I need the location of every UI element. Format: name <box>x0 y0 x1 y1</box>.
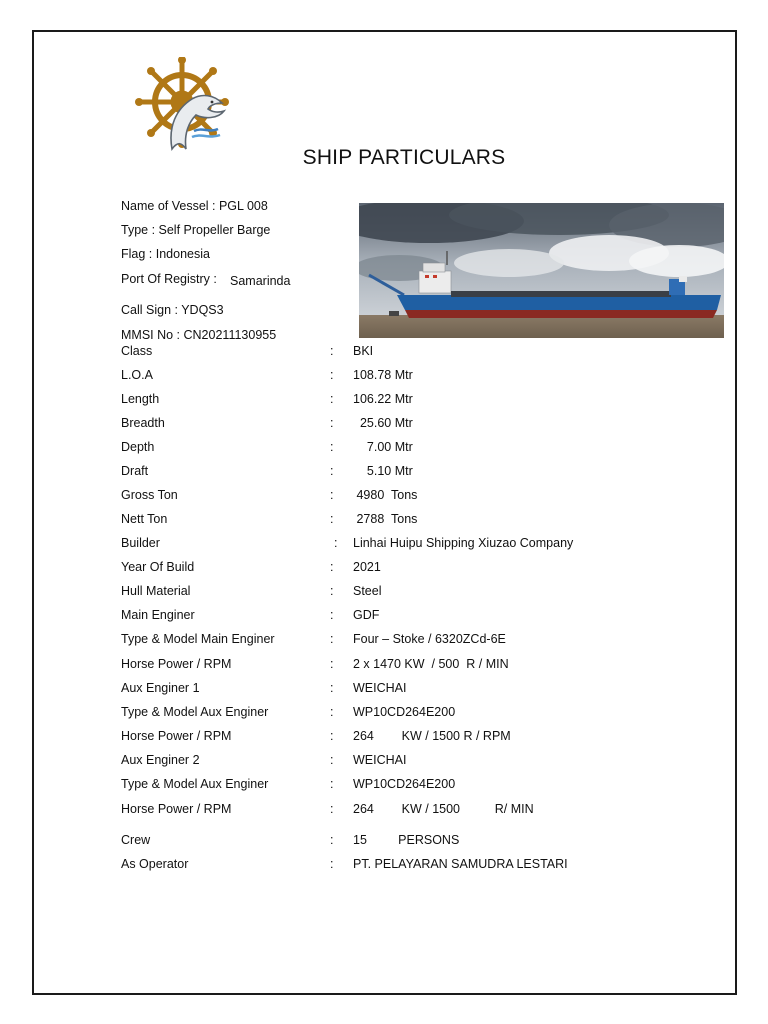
row-label: Hull Material <box>121 584 191 598</box>
row-colon: : <box>330 857 334 871</box>
row-label: Type & Model Main Enginer <box>121 632 275 646</box>
row-colon: : <box>330 464 334 478</box>
table-row <box>121 536 681 554</box>
row-colon: : <box>330 657 334 671</box>
row-colon: : <box>330 560 334 574</box>
vessel-type: Type : Self Propeller Barge <box>121 223 271 237</box>
row-colon: : <box>330 705 334 719</box>
row-value: 264 KW / 1500 R / RPM <box>353 729 511 743</box>
row-value: 15 PERSONS <box>353 833 460 847</box>
row-value: 108.78 Mtr <box>353 368 413 382</box>
row-value: 2788 Tons <box>353 512 418 526</box>
table-row <box>121 488 681 506</box>
row-label: Length <box>121 392 160 406</box>
table-row <box>121 368 681 386</box>
row-colon: : <box>330 416 334 430</box>
table-row <box>121 705 681 723</box>
table-row <box>121 632 681 650</box>
row-value: 4980 Tons <box>353 488 418 502</box>
table-row <box>121 753 681 771</box>
table-row <box>121 777 681 795</box>
port-of-registry-value: Samarinda <box>230 274 291 288</box>
row-label: Horse Power / RPM <box>121 802 232 816</box>
table-row <box>121 584 681 602</box>
ship-photo <box>359 203 724 338</box>
row-colon: : <box>330 777 334 791</box>
row-label: Horse Power / RPM <box>121 657 232 671</box>
table-row <box>121 729 681 747</box>
row-value: WP10CD264E200 <box>353 705 456 719</box>
row-label: Type & Model Aux Enginer <box>121 777 269 791</box>
row-colon: : <box>330 512 334 526</box>
row-colon: : <box>330 729 334 743</box>
row-label: L.O.A <box>121 368 153 382</box>
mmsi-number: MMSI No : CN20211130955 <box>121 328 277 342</box>
vessel-name: Name of Vessel : PGL 008 <box>121 199 268 213</box>
row-label: Depth <box>121 440 155 454</box>
row-colon: : <box>330 632 334 646</box>
row-label: Year Of Build <box>121 560 195 574</box>
vessel-flag: Flag : Indonesia <box>121 247 210 261</box>
row-value: 25.60 Mtr <box>353 416 413 430</box>
row-label: Breadth <box>121 416 165 430</box>
row-colon: : <box>330 608 334 622</box>
row-label: Aux Enginer 2 <box>121 753 200 767</box>
table-row <box>121 681 681 699</box>
row-label: Crew <box>121 833 151 847</box>
table-row <box>121 440 681 458</box>
row-value: BKI <box>353 344 374 358</box>
row-colon: : <box>330 833 334 847</box>
row-value: Steel <box>353 584 382 598</box>
table-row <box>121 857 681 875</box>
row-value: Linhai Huipu Shipping Xiuzao Company <box>353 536 574 550</box>
table-row <box>121 657 681 675</box>
row-colon: : <box>330 802 334 816</box>
row-value: Four – Stoke / 6320ZCd-6E <box>353 632 506 646</box>
row-value: 264 KW / 1500 R/ MIN <box>353 802 534 816</box>
row-colon: : <box>330 681 334 695</box>
table-row <box>121 512 681 530</box>
row-label: Horse Power / RPM <box>121 729 232 743</box>
row-value: WEICHAI <box>353 753 407 767</box>
row-value: WP10CD264E200 <box>353 777 456 791</box>
port-of-registry-label: Port Of Registry : <box>121 272 217 286</box>
table-row <box>121 464 681 482</box>
row-label: Gross Ton <box>121 488 178 502</box>
row-colon: : <box>330 344 334 358</box>
ship-wheel-dolphin-logo <box>132 57 232 155</box>
table-row <box>121 608 681 626</box>
row-colon: : <box>330 368 334 382</box>
row-colon: : <box>330 753 334 767</box>
row-value: 2 x 1470 KW / 500 R / MIN <box>353 657 509 671</box>
row-label: Class <box>121 344 153 358</box>
row-colon: : <box>330 392 334 406</box>
row-value: 7.00 Mtr <box>353 440 413 454</box>
table-row <box>121 560 681 578</box>
row-label: Builder <box>121 536 160 550</box>
table-row <box>121 344 681 362</box>
row-label: As Operator <box>121 857 189 871</box>
row-colon: : <box>334 536 338 550</box>
row-value: 5.10 Mtr <box>353 464 413 478</box>
table-row <box>121 416 681 434</box>
row-value: PT. PELAYARAN SAMUDRA LESTARI <box>353 857 568 871</box>
call-sign: Call Sign : YDQS3 <box>121 303 224 317</box>
row-label: Main Enginer <box>121 608 195 622</box>
row-value: 2021 <box>353 560 381 574</box>
row-label: Aux Enginer 1 <box>121 681 200 695</box>
page-title: SHIP PARTICULARS <box>302 146 506 169</box>
row-colon: : <box>330 440 334 454</box>
row-label: Draft <box>121 464 149 478</box>
table-row <box>121 802 681 820</box>
row-label: Nett Ton <box>121 512 168 526</box>
row-label: Type & Model Aux Enginer <box>121 705 269 719</box>
row-value: WEICHAI <box>353 681 407 695</box>
row-colon: : <box>330 488 334 502</box>
row-value: GDF <box>353 608 380 622</box>
table-row <box>121 392 681 410</box>
row-colon: : <box>330 584 334 598</box>
row-value: 106.22 Mtr <box>353 392 413 406</box>
table-row <box>121 833 681 851</box>
